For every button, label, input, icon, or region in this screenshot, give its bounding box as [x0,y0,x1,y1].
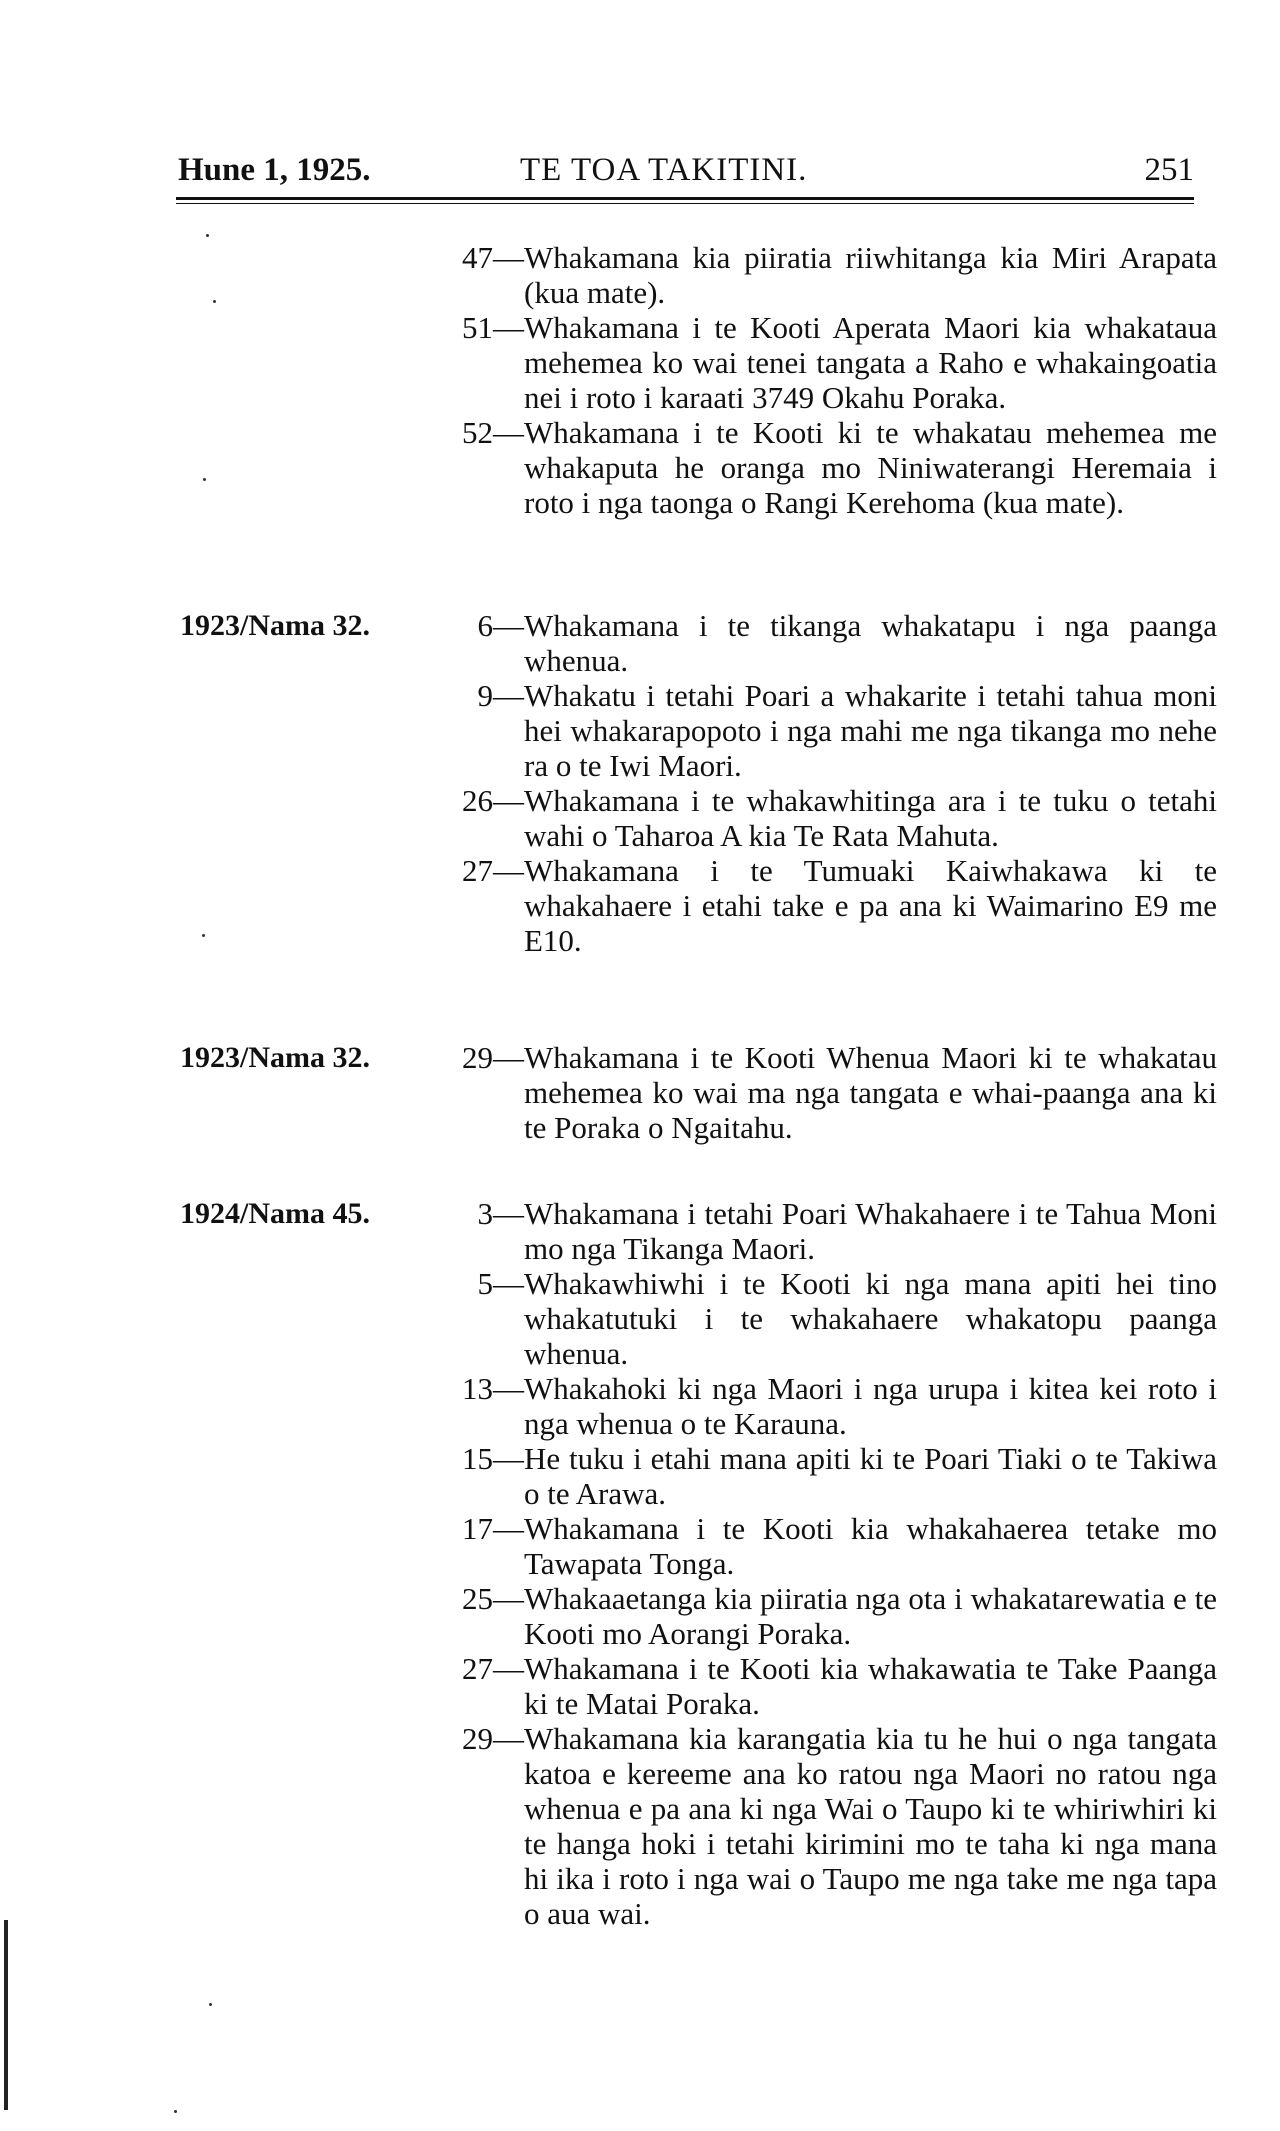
entry-number: 13— [462,1371,524,1406]
scan-speck [203,478,206,481]
scan-edge-shadow [4,1920,8,2110]
entry-number: 27— [462,853,524,888]
entry-item [440,853,1217,958]
entry-text: Whakamana i te whakawhitinga ara i te tuku o tetahi wahi o Taharoa A kia Te Rata Mahuta. [524,783,1217,853]
entry-text: Whakamana kia karangatia kia tu he hui o nga tangata katoa e kereeme ana ko ratou nga Maori no ratou nga whenua e pa ana ki nga Wai o Taupo ki te whiriwhiri ki te hanga hoki i tetahi kirimini mo te taha ki nga mana hi ika i roto i nga wai o Taupo me nga take me nga tapa o aua wai. [524,1721,1217,1931]
entry-text: Whakamana i te Kooti kia whakahaerea tetake mo Tawapata Tonga. [524,1511,1217,1581]
entry-text: Whakahoki ki nga Maori i nga urupa i kitea kei roto i nga whenua o te Karauna. [524,1371,1217,1441]
side-label: 1924/Nama 45. [180,1197,370,1230]
entry-item [440,608,1217,678]
entry-text: He tuku i etahi mana apiti ki te Poari Tiaki o te Takiwa o te Arawa. [524,1441,1217,1511]
entry-text: Whakaaetanga kia piiratia nga ota i whakatarewatia e te Kooti mo Aorangi Poraka. [524,1581,1217,1651]
entry-text: Whakamana i te Kooti ki te whakatau mehemea me whakaputa he oranga mo Niniwaterangi Heremaia i roto i nga taonga o Rangi Kerehoma (kua mate). [524,415,1217,520]
entry-number: 47— [462,240,524,275]
scan-speck [202,934,205,937]
header-rule-thin [176,203,1194,204]
entry-number: 3— [477,1196,524,1231]
entry-group-1923-b [0,1040,1280,1145]
header-date: Hune 1, 1925. [178,152,371,188]
entry-item [440,1511,1217,1581]
scan-speck [206,234,209,237]
entry-number: 52— [462,415,524,450]
entry-item [440,310,1217,415]
scan-speck [213,300,216,303]
entry-group-continuation [0,240,1280,520]
entry-item [440,1441,1217,1511]
entry-number: 25— [462,1581,524,1616]
entry-group-1923-a [0,608,1280,958]
scan-speck [174,2110,177,2113]
entry-text: Whakamana i te Kooti Aperata Maori kia whakataua mehemea ko wai tenei tangata a Raho e whakaingoatia nei i roto i karaati 3749 Okahu Poraka. [524,310,1217,415]
entry-item [440,783,1217,853]
entry-item [440,1371,1217,1441]
entry-number: 9— [477,678,524,713]
entry-text: Whakawhiwhi i te Kooti ki nga mana apiti hei tino whakatutuki i te whakahaere whakatopu paanga whenua. [524,1266,1217,1371]
entry-number: 6— [477,608,524,643]
entry-text: Whakamana i te Tumuaki Kaiwhakawa ki te whakahaere i etahi take e pa ana ki Waimarino E9 me E10. [524,853,1217,958]
entry-item [440,1581,1217,1651]
entry-text: Whakamana i te Kooti Whenua Maori ki te whakatau mehemea ko wai ma nga tangata e whai-paanga ana ki te Poraka o Ngaitahu. [524,1040,1217,1145]
entry-number: 17— [462,1511,524,1546]
page-header [178,150,1194,190]
entry-item [440,415,1217,520]
entry-item [440,1196,1217,1266]
entry-number: 15— [462,1441,524,1476]
entry-text: Whakamana i te tikanga whakatapu i nga paanga whenua. [524,608,1217,678]
entry-number: 5— [477,1266,524,1301]
entry-item [440,678,1217,783]
entry-item [440,240,1217,310]
entry-item [440,1651,1217,1721]
entry-number: 29— [462,1721,524,1756]
entry-item [440,1721,1217,1931]
entry-number: 27— [462,1651,524,1686]
side-label: 1923/Nama 32. [180,609,370,642]
header-rule-thick [176,197,1194,200]
entry-item [440,1040,1217,1145]
entry-text: Whakatu i tetahi Poari a whakarite i tetahi tahua moni hei whakarapopoto i nga mahi me nga tikanga mo nehe ra o te Iwi Maori. [524,678,1217,783]
entry-number: 29— [462,1040,524,1075]
entry-text: Whakamana kia piiratia riiwhitanga kia Miri Arapata (kua mate). [524,240,1217,310]
header-title: TE TOA TAKITINI. [520,152,808,188]
entry-number: 51— [462,310,524,345]
page-number: 251 [1144,152,1194,188]
scan-speck [209,2003,212,2006]
entry-text: Whakamana i tetahi Poari Whakahaere i te Tahua Moni mo nga Tikanga Maori. [524,1196,1217,1266]
side-label: 1923/Nama 32. [180,1041,370,1074]
entry-text: Whakamana i te Kooti kia whakawatia te Take Paanga ki te Matai Poraka. [524,1651,1217,1721]
entry-group-1924 [0,1196,1280,1931]
entry-number: 26— [462,783,524,818]
entry-item [440,1266,1217,1371]
